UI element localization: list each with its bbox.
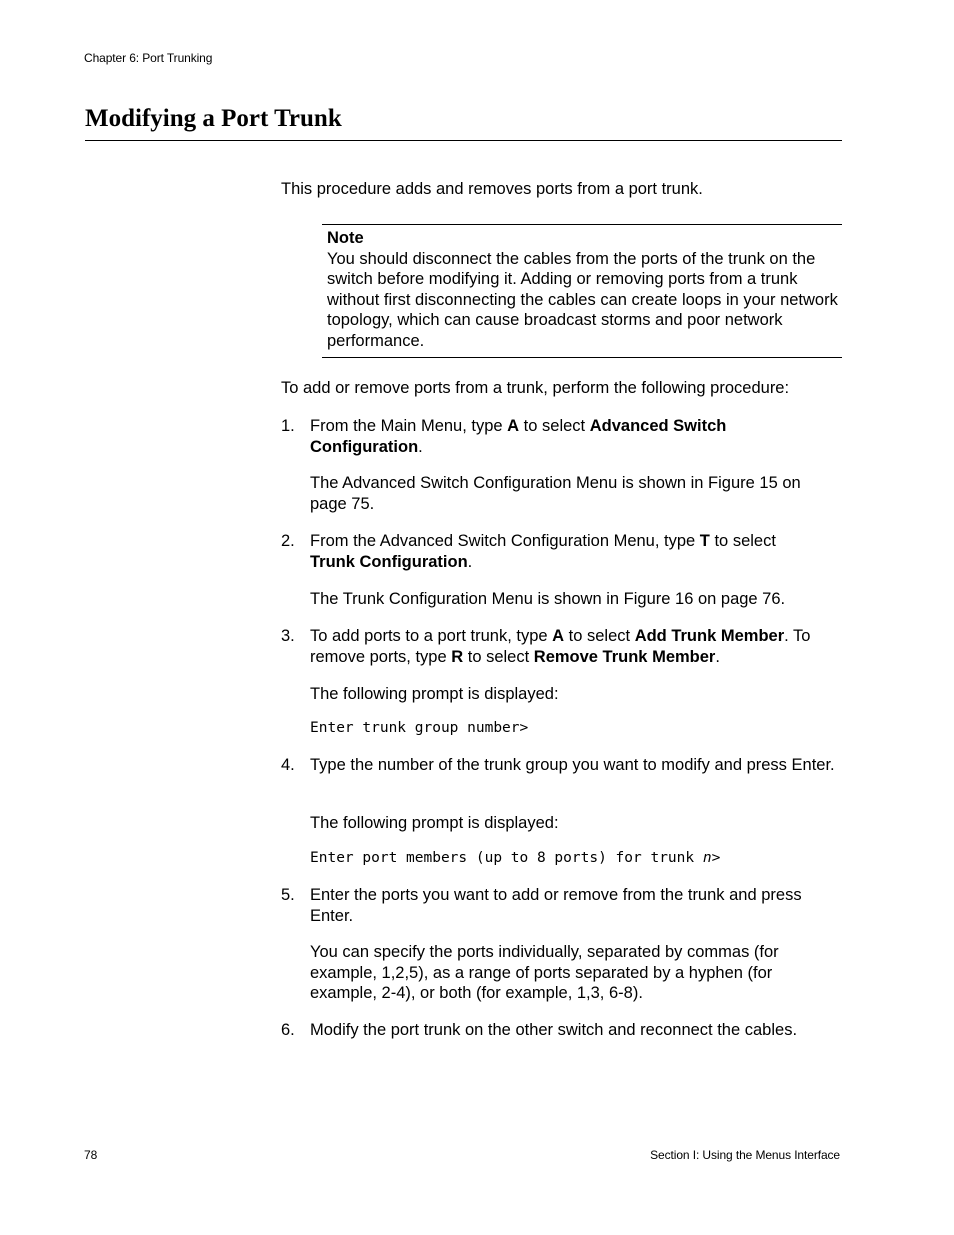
page-number: 78	[84, 1148, 98, 1162]
step-1-follow: The Advanced Switch Configuration Menu is shown in Figure 15 on page 75.	[310, 474, 801, 513]
step-4-text: Type the number of the trunk group you want to modify and press Enter.	[310, 756, 835, 774]
note-label: Note	[327, 229, 364, 247]
note-text: You should disconnect the cables from the ports of the trunk on the switch before modifying it. Adding or removing ports from a trunk without first disconnecting the cables can create loops in your network topology, which can cause broadcast storms and poor network performance.	[327, 249, 838, 350]
step-3-code: Enter trunk group number>	[310, 720, 529, 736]
step-2-follow: The Trunk Configuration Menu is shown in Figure 16 on page 76.	[310, 590, 786, 608]
step-6-number: 6.	[281, 1021, 295, 1039]
running-header: Chapter 6: Port Trunking	[84, 51, 213, 65]
note-top-rule	[322, 224, 842, 225]
step-3-text: To add ports to a port trunk, type A to select Add Trunk Member. To remove ports, type R to select Remove Trunk Member.	[310, 627, 811, 666]
title-rule	[85, 140, 842, 141]
step-1-text: From the Main Menu, type A to select Advanced Switch Configuration.	[310, 417, 727, 456]
step-6-text: Modify the port trunk on the other switch and reconnect the cables.	[310, 1021, 798, 1039]
step-5-number: 5.	[281, 886, 295, 904]
step-4-code: Enter port members (up to 8 ports) for trunk n>	[310, 850, 721, 866]
page-title: Modifying a Port Trunk	[85, 105, 342, 132]
note-box	[327, 228, 842, 351]
step-5-follow: You can specify the ports individually, separated by commas (for example, 1,2,5), as a range of ports separated by a hyphen (for example, 2-4), or both (for example, 1,3, 6-8).	[310, 943, 779, 1002]
procedure-lead: To add or remove ports from a trunk, perform the following procedure:	[281, 379, 790, 397]
step-2-number: 2.	[281, 532, 295, 550]
step-2-text: From the Advanced Switch Configuration Menu, type T to select Trunk Configuration.	[310, 532, 776, 571]
step-1-number: 1.	[281, 417, 295, 435]
step-3-follow: The following prompt is displayed:	[310, 685, 559, 703]
step-3-number: 3.	[281, 627, 295, 645]
section-footer: Section I: Using the Menus Interface	[650, 1148, 840, 1162]
intro-paragraph: This procedure adds and removes ports from a port trunk.	[281, 180, 703, 198]
step-5-text: Enter the ports you want to add or remove from the trunk and press Enter.	[310, 886, 802, 925]
note-bottom-rule	[322, 357, 842, 358]
step-4-number: 4.	[281, 756, 295, 774]
step-4-follow: The following prompt is displayed:	[310, 814, 559, 832]
